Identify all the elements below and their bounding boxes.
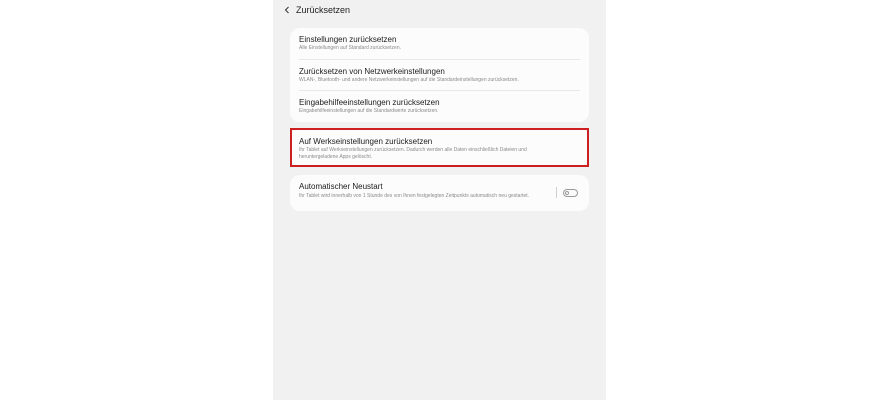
page-title: Zurücksetzen — [296, 5, 351, 15]
app-bar — [273, 0, 606, 22]
auto-restart-card — [290, 175, 589, 211]
reset-accessibility-subtitle: Eingabehilfeeinstellungen auf die Standardwerte zurücksetzen. — [299, 108, 439, 114]
reset-network-title: Zurücksetzen von Netzwerkeinstellungen — [299, 67, 445, 76]
auto-restart-item[interactable] — [290, 175, 589, 211]
factory-reset-title: Auf Werkseinstellungen zurücksetzen — [299, 137, 433, 146]
settings-screen — [273, 0, 606, 400]
reset-settings-item[interactable] — [290, 28, 589, 59]
auto-restart-title: Automatischer Neustart — [299, 182, 383, 191]
reset-options-card — [290, 28, 589, 122]
toggle-knob — [565, 191, 569, 195]
factory-reset-card — [290, 128, 589, 166]
auto-restart-subtitle: Ihr Tablet wird innerhalb von 1 Stunde des von Ihnen festgelegten Zeitpunkts automatisch neu gestartet. — [299, 193, 530, 199]
back-button[interactable] — [280, 3, 294, 17]
chevron-left-icon — [283, 6, 291, 14]
reset-settings-title: Einstellungen zurücksetzen — [299, 35, 397, 44]
reset-network-subtitle: WLAN-, Bluetooth- und andere Netzwerkeinstellungen auf die Standardeinstellungen zurücksetzen. — [299, 77, 519, 83]
vertical-divider — [556, 187, 557, 198]
factory-reset-item[interactable] — [290, 128, 589, 166]
factory-reset-subtitle: Ihr Tablet auf Werkseinstellungen zurücksetzen. Dadurch werden alle Daten einschließlich Dateien und heruntergeladene Apps gelöscht. — [299, 147, 527, 160]
reset-accessibility-item[interactable] — [290, 91, 589, 122]
reset-network-item[interactable] — [290, 60, 589, 90]
auto-restart-toggle[interactable] — [563, 189, 578, 197]
reset-accessibility-title: Eingabehilfeeinstellungen zurücksetzen — [299, 98, 440, 107]
reset-settings-subtitle: Alle Einstellungen auf Standard zurücksetzen. — [299, 45, 402, 51]
